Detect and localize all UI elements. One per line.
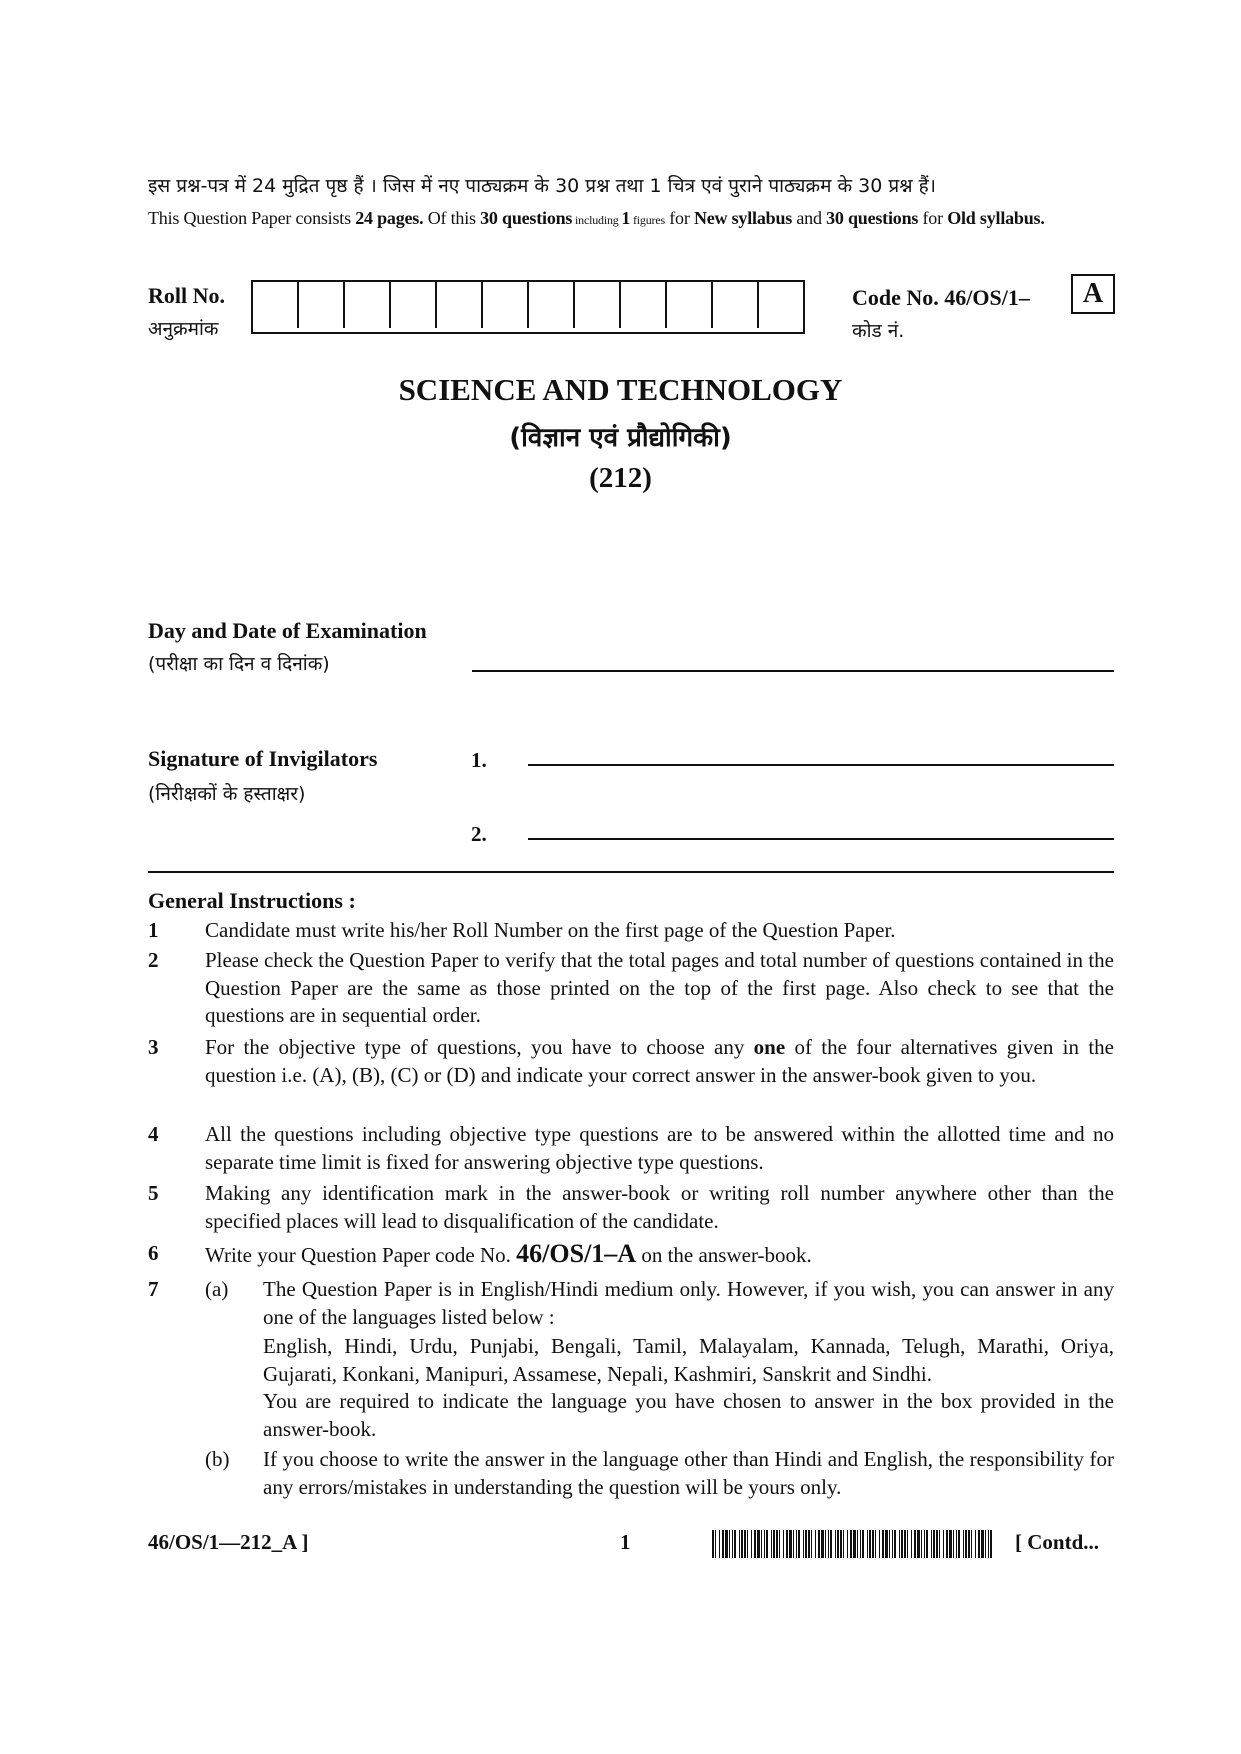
- roll-digit-box[interactable]: [667, 282, 713, 328]
- instruction-sub-b: (b) If you choose to write the answer in the language other than Hindi and English, the responsibility for any errors/mistakes in understanding the question will be yours only.: [205, 1447, 1114, 1499]
- roll-digit-box[interactable]: [345, 282, 391, 328]
- instruction-item: 3 For the objective type of questions, you have to choose any one of the four alternatives given in the question i.e. (A), (B), (C) or (D) and indicate your correct answer in the answer-book given to you.: [148, 1035, 1114, 1087]
- code-letter-box: A: [1071, 274, 1115, 314]
- roll-no-label: Roll No.: [148, 283, 225, 308]
- instruction-item: 4 All the questions including objective type questions are to be answered within the allotted time and no separate time limit is fixed for answering objective type questions.: [148, 1122, 1114, 1174]
- roll-digit-box[interactable]: [575, 282, 621, 328]
- instruction-item: 1 Candidate must write his/her Roll Number on the first page of the Question Paper.: [148, 918, 896, 942]
- roll-digit-box[interactable]: [391, 282, 437, 328]
- continued-label: [ Contd...: [1015, 1530, 1100, 1554]
- general-instructions-title: General Instructions :: [148, 888, 356, 913]
- invigilator-1-signature-line[interactable]: [528, 764, 1114, 766]
- invigilators-label-hindi: (निरीक्षकों के हस्ताक्षर): [148, 783, 306, 805]
- roll-digit-box[interactable]: [713, 282, 759, 328]
- roll-digit-box[interactable]: [437, 282, 483, 328]
- exam-date-label-hindi: (परीक्षा का दिन व दिनांक): [148, 653, 330, 675]
- roll-digit-box[interactable]: [529, 282, 575, 328]
- roll-no-label-hindi: अनुक्रमांक: [148, 318, 219, 340]
- subject-title: SCIENCE AND TECHNOLOGY: [398, 372, 843, 407]
- hindi-page-info: इस प्रश्न-पत्र में 24 मुद्रित पृष्ठ हैं । जिस में नए पाठ्यक्रम के 30 प्रश्न तथा 1 चित्र एवं पुराने पाठ्यक्रम के 30 प्रश्न हैं।: [148, 175, 936, 197]
- instruction-item: 6 Write your Question Paper code No. 46/OS/1–A on the answer-book.: [148, 1239, 812, 1268]
- roll-number-boxes[interactable]: [251, 280, 805, 334]
- roll-digit-box[interactable]: [299, 282, 345, 328]
- page-number: 1: [620, 1530, 631, 1554]
- exam-date-line[interactable]: [472, 670, 1114, 672]
- exam-date-label: Day and Date of Examination: [148, 618, 427, 643]
- subject-code: (212): [589, 462, 652, 494]
- roll-digit-box[interactable]: [621, 282, 667, 328]
- invigilator-2-number: 2.: [471, 822, 487, 846]
- instruction-item: 2 Please check the Question Paper to verify that the total pages and total number of questions contained in the Question Paper are the same as those printed on the top of the first page. Also check to see that the questions are in sequential order.: [148, 948, 1114, 1027]
- barcode-icon: [712, 1530, 995, 1558]
- invigilator-1-number: 1.: [471, 748, 487, 772]
- instruction-item: 5 Making any identification mark in the answer-book or writing roll number anywhere other than the specified places will lead to disqualification of the candidate.: [148, 1181, 1114, 1233]
- subject-title-hindi: (विज्ञान एवं प्रौद्योगिकी): [509, 423, 732, 453]
- section-divider: [148, 871, 1114, 873]
- instruction-sub-a: (a) The Question Paper is in English/Hindi medium only. However, if you wish, you can answer in any one of the languages listed below : English, Hindi, Urdu, Punjabi, Bengali, Tamil, Malayalam, Kannada, Telugh, Marathi, Oriya, Gujarati, Konkani, Manipuri, Assamese, Nepali, Kashmiri, Sanskrit and Sindhi. You are required to indicate the language you have chosen to answer in the box provided in the answer-book.: [205, 1277, 1114, 1441]
- code-no-label-hindi: कोड नं.: [852, 320, 905, 342]
- instruction-item: 7 (a) The Question Paper is in English/Hindi medium only. However, if you wish, you can answer in any one of the languages listed below : English, Hindi, Urdu, Punjabi, Bengali, Tamil, Malayalam, Kannada, Telugh, Marathi, Oriya, Gujarati, Konkani, Manipuri, Assamese, Nepali, Kashmiri, Sanskrit and Sindhi. You are required to indicate the language you have chosen to answer in the box provided in the answer-book. (b) If you choose to write the answer in the language other than Hindi and English, the responsibility for any errors/mistakes in understanding the question will be yours only.: [148, 1276, 1114, 1501]
- footer-paper-code: 46/OS/1—212_A ]: [148, 1530, 309, 1554]
- invigilators-label: Signature of Invigilators: [148, 746, 378, 771]
- roll-digit-box[interactable]: [759, 282, 803, 328]
- roll-digit-box[interactable]: [253, 282, 299, 328]
- question-paper-code: 46/OS/1–A: [516, 1239, 637, 1268]
- english-page-info: This Question Paper consists 24 pages. Of this 30 questions including 1 figures for New syllabus and 30 questions for Old syllabus.: [148, 208, 1045, 228]
- code-no-label: Code No. 46/OS/1–: [852, 285, 1030, 310]
- invigilator-2-signature-line[interactable]: [528, 838, 1114, 840]
- roll-digit-box[interactable]: [483, 282, 529, 328]
